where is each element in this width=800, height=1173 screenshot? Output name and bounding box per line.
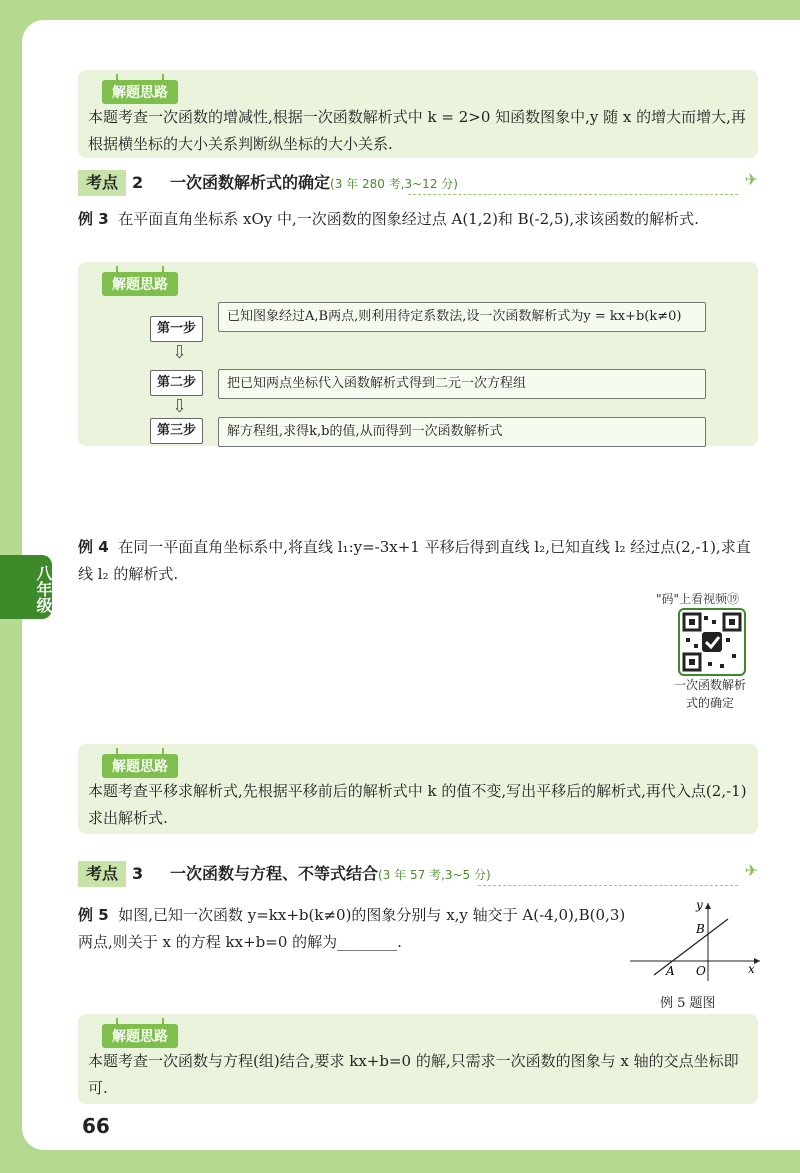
topic-title [170, 170, 458, 197]
topic-underline [478, 885, 738, 886]
qr-caption: 一次函数解析式的确定 [673, 678, 746, 710]
example-label: 例 3 [78, 210, 109, 228]
point-b-label: B [696, 922, 705, 936]
origin-label: O [696, 964, 706, 978]
solution-tag: 解题思路 [102, 1024, 178, 1048]
step-2-text: 把已知两点坐标代入函数解析式得到二元一次方程组 [218, 369, 706, 399]
topic-title-text: 一次函数解析式的确定 [170, 173, 331, 192]
coordinate-figure [620, 895, 770, 985]
step-2-label: 第二步 [150, 370, 203, 396]
solution-text: 本题考查平移求解析式,先根据平移前后的解析式中 k 的值不变,写出平移后的解析式,再代入点(2,-1)求出解析式. [88, 782, 747, 827]
solution-tag: 解题思路 [102, 272, 178, 296]
x-axis-label: x [748, 962, 755, 976]
qr-code-icon[interactable] [678, 608, 746, 676]
y-axis-label: y [696, 898, 703, 912]
topic-number: 2 [132, 173, 144, 192]
topic-title [170, 861, 491, 888]
figure-caption: 例 5 题图 [660, 996, 716, 1011]
solution-text: 本题考查一次函数的增减性,根据一次函数解析式中 k = 2>0 知函数图象中,y 随 x 的增大而增大,再根据横坐标的大小关系判断纵坐标的大小关系. [88, 108, 746, 153]
topic-meta: (3 年 57 考,3~5 分) [378, 868, 491, 882]
example-5 [78, 902, 626, 956]
topic-heading-2 [78, 170, 758, 196]
page-number: 66 [82, 1114, 110, 1138]
example-text: 如图,已知一次函数 y=kx+b(k≠0)的图象分别与 x,y 轴交于 A(-4,0),B(0,3)两点,则关于 x 的方程 kx+b=0 的解为________. [78, 906, 626, 951]
topic-number: 3 [132, 864, 144, 883]
step-1-label: 第一步 [150, 316, 203, 342]
topic-label: 考点 [78, 861, 126, 887]
step-3-label: 第三步 [150, 418, 203, 444]
down-arrow-icon: ⇩ [172, 396, 188, 417]
solution-text: 本题考查一次函数与方程(组)结合,要求 kx+b=0 的解,只需求一次函数的图象与 x 轴的交点坐标即可. [88, 1052, 739, 1097]
solution-tag: 解题思路 [102, 80, 178, 104]
paper-plane-icon: ✈ [744, 861, 758, 880]
qr-hint: "码"上看视频⑲ [656, 592, 740, 606]
topic-underline [408, 194, 738, 195]
topic-heading-3 [78, 861, 758, 887]
down-arrow-icon: ⇩ [172, 342, 188, 363]
topic-meta: (3 年 280 考,3~12 分) [330, 177, 458, 191]
grade-tab: 八年级 [0, 555, 52, 619]
paper-plane-icon: ✈ [744, 170, 758, 189]
example-3 [78, 206, 758, 233]
solution-tag: 解题思路 [102, 754, 178, 778]
example-label: 例 5 [78, 906, 109, 924]
example-4 [78, 534, 758, 588]
example-label: 例 4 [78, 538, 109, 556]
step-1-text: 已知图象经过A,B两点,则利用待定系数法,设一次函数解析式为y = kx+b(k≠0) [218, 302, 706, 332]
example-text: 在同一平面直角坐标系中,将直线 l₁:y=-3x+1 平移后得到直线 l₂,已知直线 l₂ 经过点(2,-1),求直线 l₂ 的解析式. [78, 538, 751, 583]
example-text: 在平面直角坐标系 xOy 中,一次函数的图象经过点 A(1,2)和 B(-2,5),求该函数的解析式. [118, 210, 699, 228]
topic-label: 考点 [78, 170, 126, 196]
point-a-label: A [666, 964, 675, 978]
topic-title-text: 一次函数与方程、不等式结合 [170, 864, 379, 883]
step-3-text: 解方程组,求得k,b的值,从而得到一次函数解析式 [218, 417, 706, 447]
